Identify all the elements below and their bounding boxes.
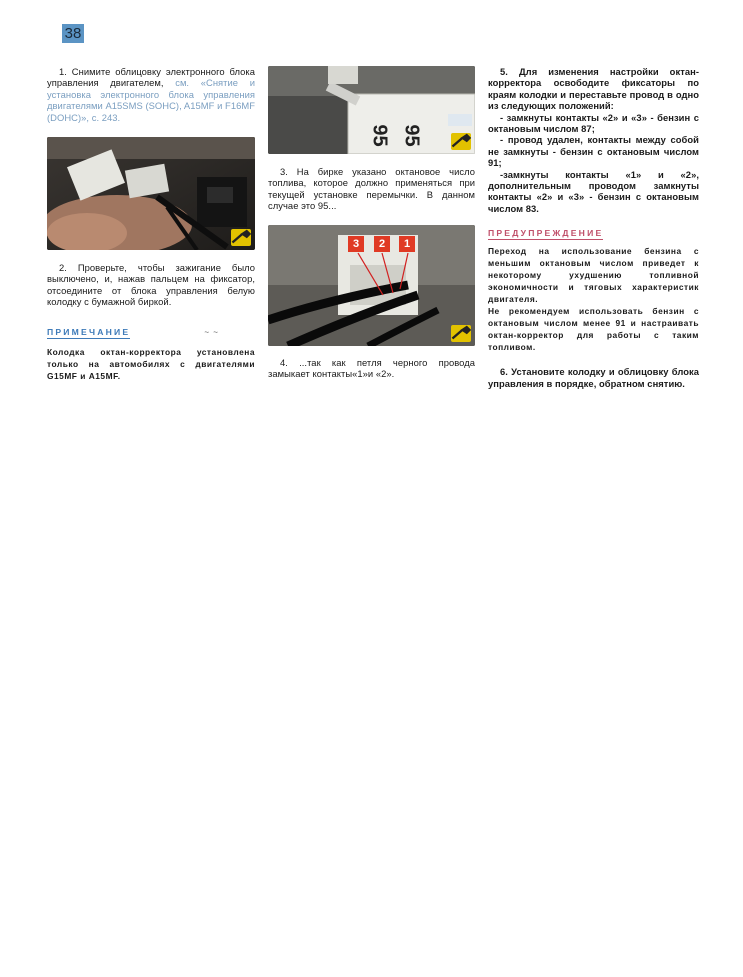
note-tilde: ~ ~	[204, 327, 219, 337]
paper-tag-number-a: 95	[368, 124, 391, 147]
step-1-main: 1. Снимите облицовку электронного блока управления двигателем,	[47, 66, 255, 89]
column-middle	[268, 66, 475, 379]
column-right	[488, 66, 699, 389]
warning-heading: ПРЕДУПРЕЖДЕНИЕ	[488, 228, 604, 239]
contact-label-3: 3	[348, 236, 364, 252]
step-5-text: 5. Для изменения настройки октан-корректора освободите фиксаторы по краям колодки и переставьте провод в одно из следующих положений:	[488, 66, 699, 112]
warning-text-1: Переход на использование бензина с меньшим октановым числом приведет к некоторому ухудшению топливной экономичности и тяговых характеристик двигателя.	[488, 246, 699, 305]
option-83: -замкнуты контакты «1» и «2», дополнительным проводом замкнуты контакты «2» и «3» - бензин с октановым числом 83.	[488, 168, 699, 214]
page-number: 38	[62, 24, 84, 43]
column-left	[47, 66, 255, 382]
photo-ecu-connector	[47, 137, 255, 250]
step-2-text: 2. Проверьте, чтобы зажигание было выключено, и, нажав пальцем на фиксатор, отсоедините от блока управления белую колодку с бумажной биркой.	[47, 262, 255, 308]
wrench-icon	[451, 325, 471, 342]
step-6-text: 6. Установите колодку и облицовку блока управления в порядке, обратном снятию.	[488, 366, 699, 389]
step-4-text: 4. ...так как петля черного провода замыкает контакты«1»и «2».	[268, 356, 475, 380]
warning-text-2: Не рекомендуем использовать бензин с октановым числом менее 91 и настраивать октан-корректор для работы с таким топливом.	[488, 306, 699, 353]
paper-tag-number-b: 95	[400, 124, 423, 147]
photo-jumper-wire-image	[268, 225, 475, 346]
photo-jumper-wire	[268, 225, 475, 346]
note-header-row	[47, 322, 255, 340]
contact-label-1: 1	[399, 236, 415, 252]
photo-paper-tag	[268, 66, 475, 154]
warning-header-row	[488, 223, 699, 241]
option-87: - замкнуты контакты «2» и «3» - бензин с октановым числом 87;	[488, 111, 699, 135]
step-1-link[interactable]: см. «Снятие и установка электронного блока управления двигателями A15SMS (SOHC), A15MF и F16MF (DOHC)», с. 243.	[47, 77, 255, 123]
step-1-text	[47, 66, 255, 123]
note-heading: ПРИМЕЧАНИЕ	[47, 326, 131, 337]
contact-label-2: 2	[374, 236, 390, 252]
wrench-icon	[231, 229, 251, 246]
wrench-icon	[451, 133, 471, 150]
step-3-text: 3. На бирке указано октановое число топлива, которое должно применяться при текущей установке перемычки. В данном случае это 95...	[268, 166, 475, 212]
note-text: Колодка октан-корректора установлена только на автомобилях с двигателями G15MF и A15MF.	[47, 346, 255, 381]
photo-ecu-connector-image	[47, 137, 255, 250]
option-91: - провод удален, контакты между собой не замкнуты - бензин с октановым числом 91;	[488, 134, 699, 169]
